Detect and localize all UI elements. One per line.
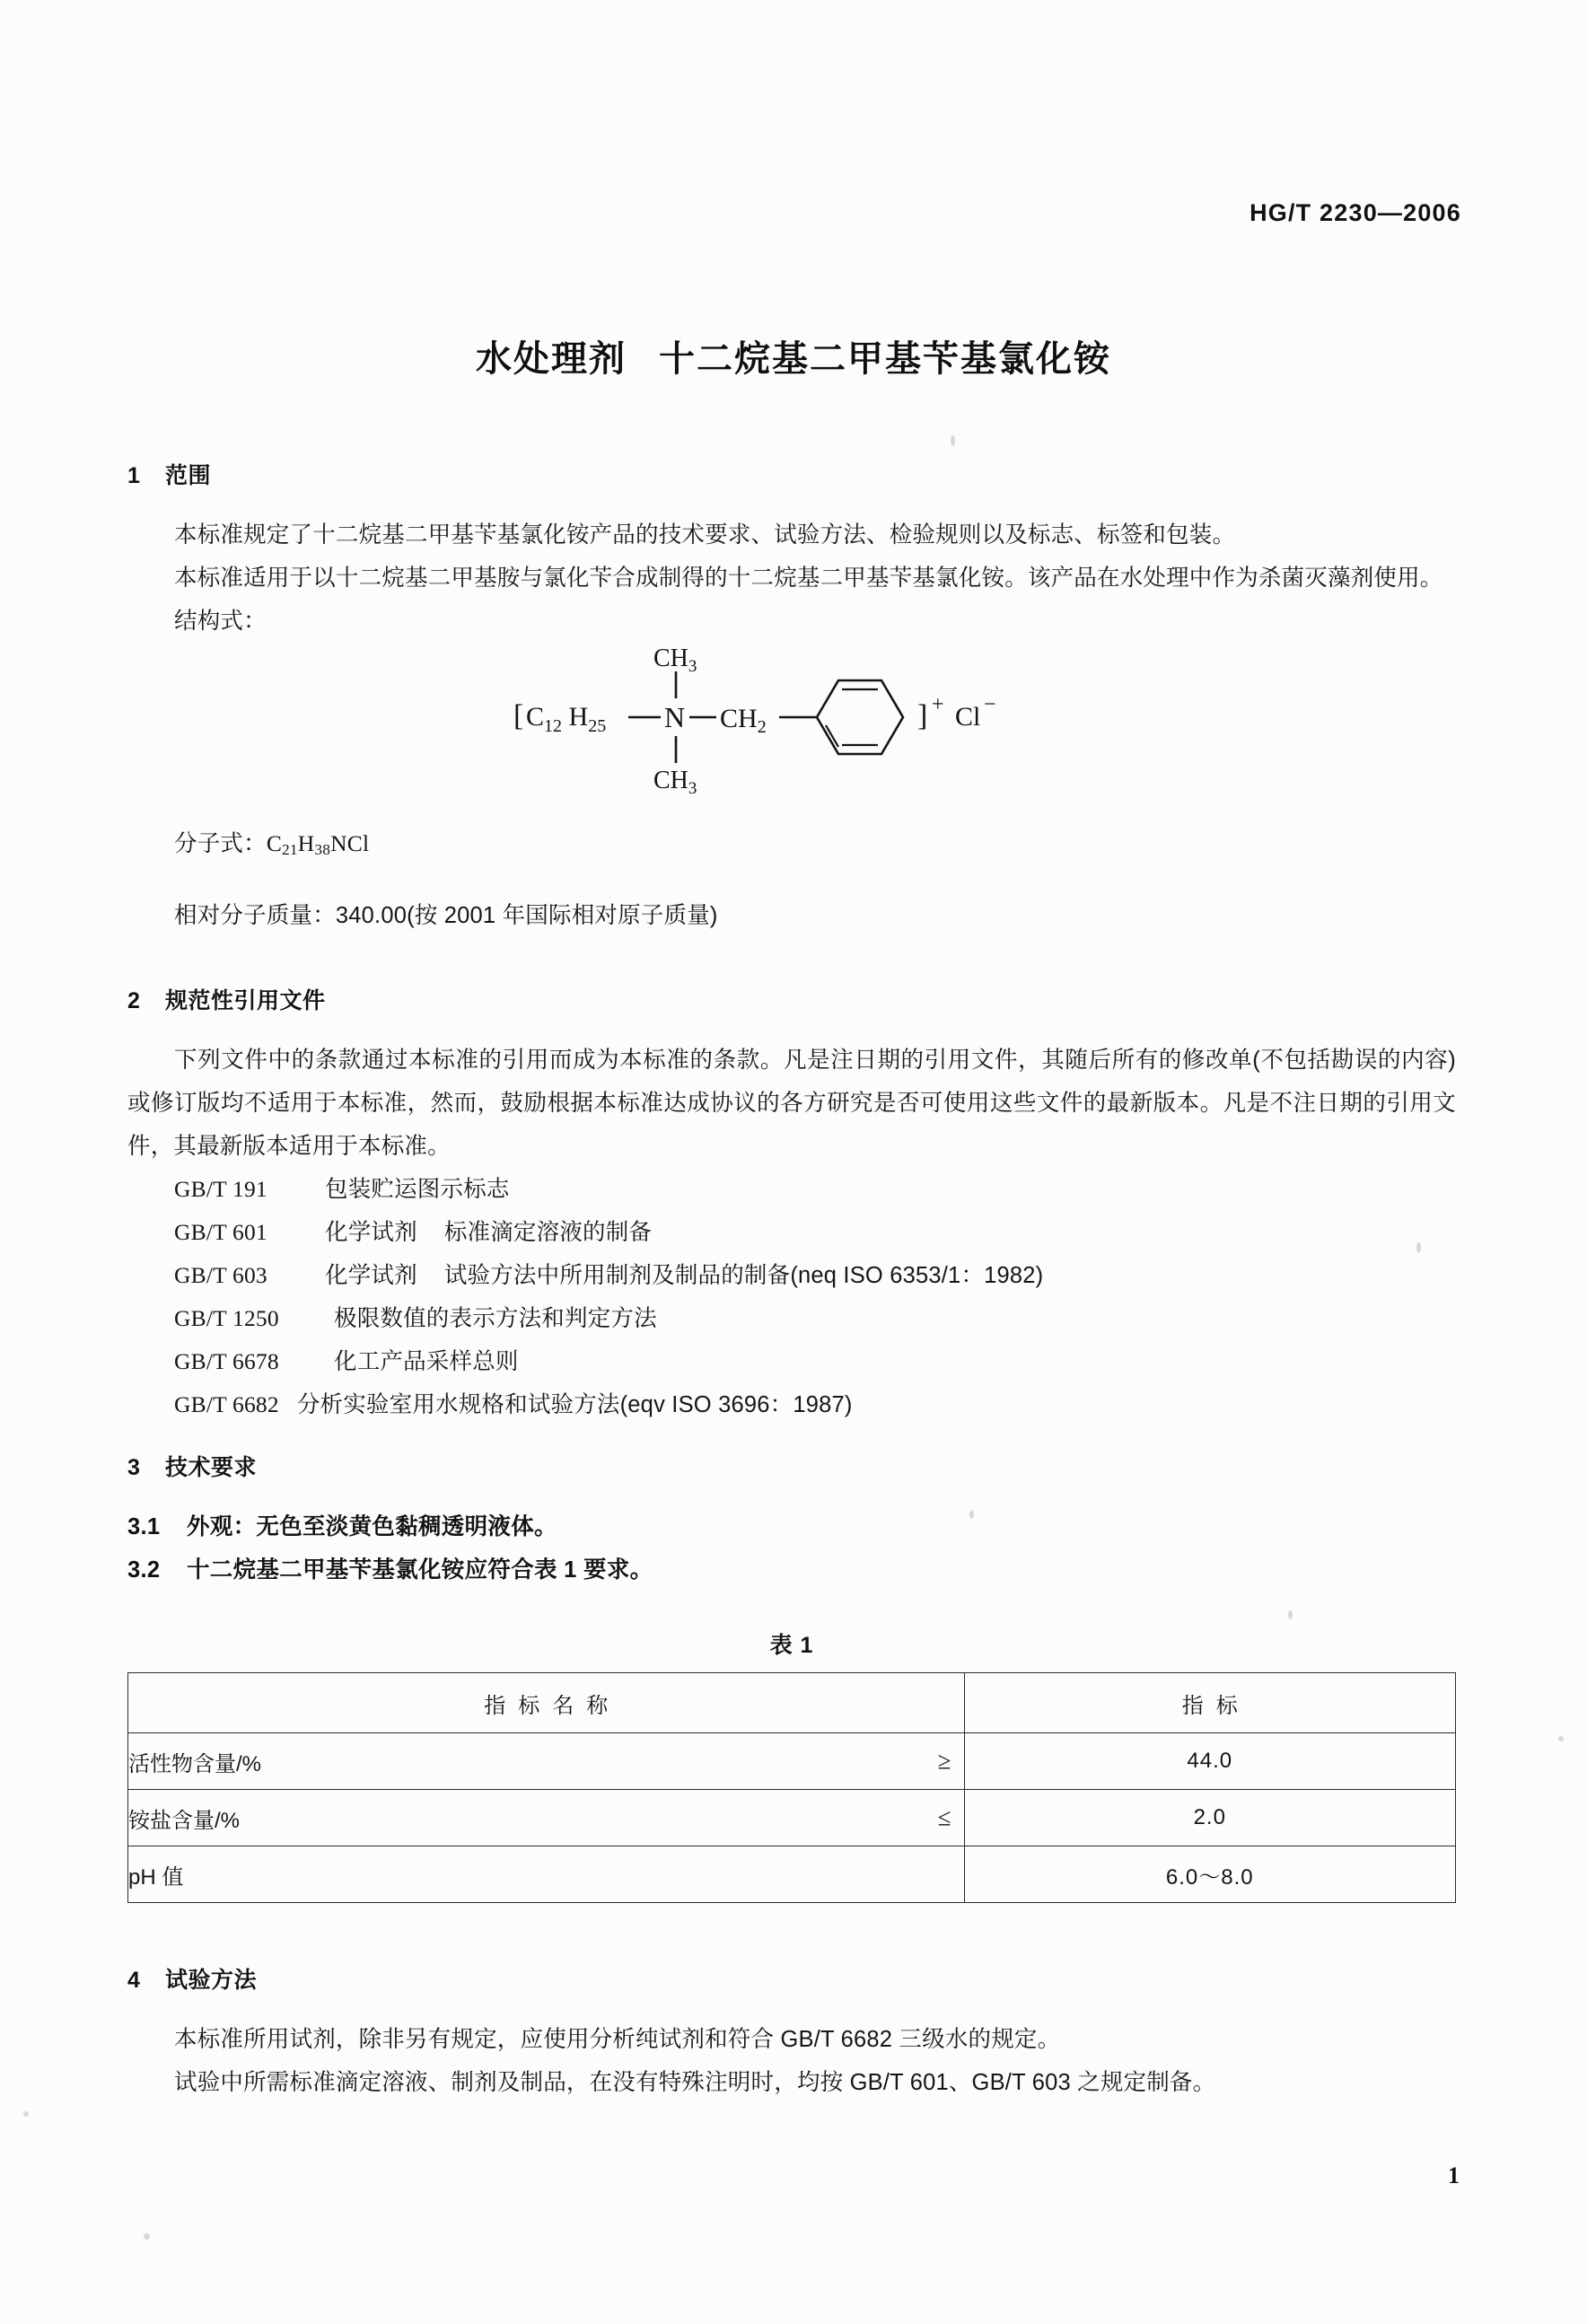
structural-formula [127, 646, 1456, 799]
reference-item [127, 1168, 1456, 1211]
section-4-paragraph-1: 本标准所用试剂，除非另有规定，应使用分析纯试剂和符合 GB/T 6682 三级水的规定。 [174, 2027, 1061, 2053]
section-4-title: 试验方法 [165, 1968, 258, 1994]
scan-speck [23, 2111, 29, 2117]
clause-3-2-number: 3.2 [127, 1557, 161, 1583]
table-row [128, 1733, 1456, 1790]
formula-anion-charge: − [984, 693, 996, 716]
table-header-row [128, 1673, 1456, 1733]
molecular-formula-label: 分子式： [174, 830, 267, 856]
table-cell-name [128, 1846, 965, 1903]
table-1 [127, 1672, 1456, 1903]
page-title [0, 330, 1587, 381]
table-row [128, 1790, 1456, 1846]
molecular-formula-value: $C_{21}H_{38}NCl$ [266, 829, 370, 858]
section-1-paragraph-2: 本标准适用于以十二烷基二甲基胺与氯化苄合成制得的十二烷基二甲基苄基氯化铵。该产品在水处理中作为杀菌灭藻剂使用。 [174, 566, 1443, 591]
table-cell-value: 6.0～8.0 [964, 1846, 1455, 1903]
formula-methylene: $CH_2$ [720, 704, 767, 737]
section-4-number: 4 [127, 1968, 141, 1994]
indicator-name: pH 值 [128, 1864, 184, 1890]
table-cell-value: 44.0 [964, 1733, 1455, 1790]
scan-speck [144, 2233, 150, 2240]
page-number: 1 [1448, 2162, 1460, 2188]
clause-3-1 [127, 1505, 1456, 1548]
section-2-paragraph-1: 下列文件中的条款通过本标准的引用而成为本标准的条款。凡是注日期的引用文件，其随后所有的修改单(不包括勘误的内容)或修订版均不适用于本标准，然而，鼓励根据本标准达成协议的各方研究是否可使用这些文件的最新版本。凡是不注日期的引用文件，其最新版本适用于本标准。 [127, 1048, 1456, 1160]
title-part-1: 水处理剂 [476, 339, 627, 379]
reference-item [127, 1254, 1456, 1297]
reference-code: GB/T 191 [174, 1176, 267, 1203]
document-body [127, 458, 1456, 2104]
reference-title: 化学试剂 [325, 1263, 417, 1289]
reference-code: GB/T 601 [174, 1219, 267, 1246]
clause-3-2 [127, 1548, 1456, 1592]
formula-right-bracket: ] [917, 699, 928, 732]
section-2-heading [127, 983, 1456, 1015]
molar-mass-label: 相对分子质量： [174, 902, 336, 928]
table-cell-value: 2.0 [964, 1790, 1455, 1846]
table-row [128, 1846, 1456, 1903]
formula-bottom-methyl: $CH_3$ [653, 767, 697, 798]
scan-speck [951, 435, 955, 446]
formula-left-bracket: [ [513, 699, 524, 732]
section-3-title: 技术要求 [165, 1455, 258, 1481]
molar-mass-line [127, 894, 1456, 937]
clause-3-1-text: 外观：无色至淡黄色黏稠透明液体。 [187, 1514, 557, 1540]
indicator-operator: ≥ [937, 1747, 951, 1775]
reference-subtitle: 标准滴定溶液的制备 [443, 1220, 653, 1246]
section-1-paragraph-1: 本标准规定了十二烷基二甲基苄基氯化铵产品的技术要求、试验方法、检验规则以及标志、标签和包装。 [174, 522, 1236, 548]
molar-mass-value: 340.00(按 2001 年国际相对原子质量) [335, 902, 718, 928]
reference-code: GB/T 6678 [174, 1348, 279, 1375]
reference-title: 化工产品采样总则 [334, 1349, 519, 1375]
section-2-number: 2 [127, 988, 141, 1014]
title-part-2: 十二烷基二甲基苄基氯化铵 [659, 339, 1111, 379]
section-3-number: 3 [127, 1455, 141, 1481]
clause-3-1-number: 3.1 [127, 1514, 161, 1540]
reference-item [127, 1211, 1456, 1254]
formula-benzene-ring [817, 680, 903, 754]
reference-item [127, 1297, 1456, 1340]
reference-code: GB/T 1250 [174, 1305, 279, 1332]
section-1-title: 范围 [165, 463, 212, 488]
reference-item [127, 1340, 1456, 1383]
section-4-heading [127, 1962, 1456, 1995]
indicator-name: 活性物含量/% [128, 1751, 262, 1776]
scan-speck [1558, 1736, 1564, 1741]
reference-title: 包装贮运图示标志 [325, 1177, 510, 1203]
table-1-caption: 表 1 [769, 1633, 814, 1659]
indicator-name: 铵盐含量/% [128, 1808, 241, 1833]
molecular-formula-line [127, 822, 1456, 872]
reference-title: 化学试剂 [325, 1220, 417, 1246]
table-header-value: 指标 [964, 1673, 1455, 1733]
section-2-title: 规范性引用文件 [165, 988, 326, 1014]
formula-top-methyl: $CH_3$ [653, 646, 697, 676]
table-header-name: 指标名称 [128, 1673, 965, 1733]
formula-alkyl: $C_{12}$ $H_{25}$ [526, 702, 607, 736]
standard-number-header: HG/T 2230—2006 [1249, 199, 1461, 226]
table-cell-name [128, 1733, 965, 1790]
formula-cation-charge: + [932, 693, 944, 716]
section-3-heading [127, 1450, 1456, 1482]
reference-code: GB/T 6682 [174, 1391, 279, 1418]
section-1-heading [127, 458, 1456, 490]
reference-title: 极限数值的表示方法和判定方法 [334, 1306, 657, 1332]
section-1-number: 1 [127, 463, 141, 488]
reference-item [127, 1383, 1456, 1426]
table-cell-name [128, 1790, 965, 1846]
formula-anion: Cl [955, 702, 981, 732]
reference-code: GB/T 603 [174, 1262, 267, 1289]
clause-3-2-text: 十二烷基二甲基苄基氯化铵应符合表 1 要求。 [187, 1557, 653, 1583]
structure-label: 结构式： [174, 609, 267, 634]
formula-nitrogen: N [664, 701, 686, 733]
structural-formula-svg [513, 646, 1097, 799]
reference-title: 分析实验室用水规格和试验方法(eqv ISO 3696：1987) [296, 1392, 853, 1418]
section-4-paragraph-2: 试验中所需标准滴定溶液、制剂及制品，在没有特殊注明时，均按 GB/T 601、GB/T 603 之规定制备。 [174, 2070, 1216, 2096]
reference-subtitle: 试验方法中所用制剂及制品的制备(neq ISO 6353/1：1982) [443, 1263, 1044, 1289]
indicator-operator: ≤ [937, 1803, 951, 1831]
